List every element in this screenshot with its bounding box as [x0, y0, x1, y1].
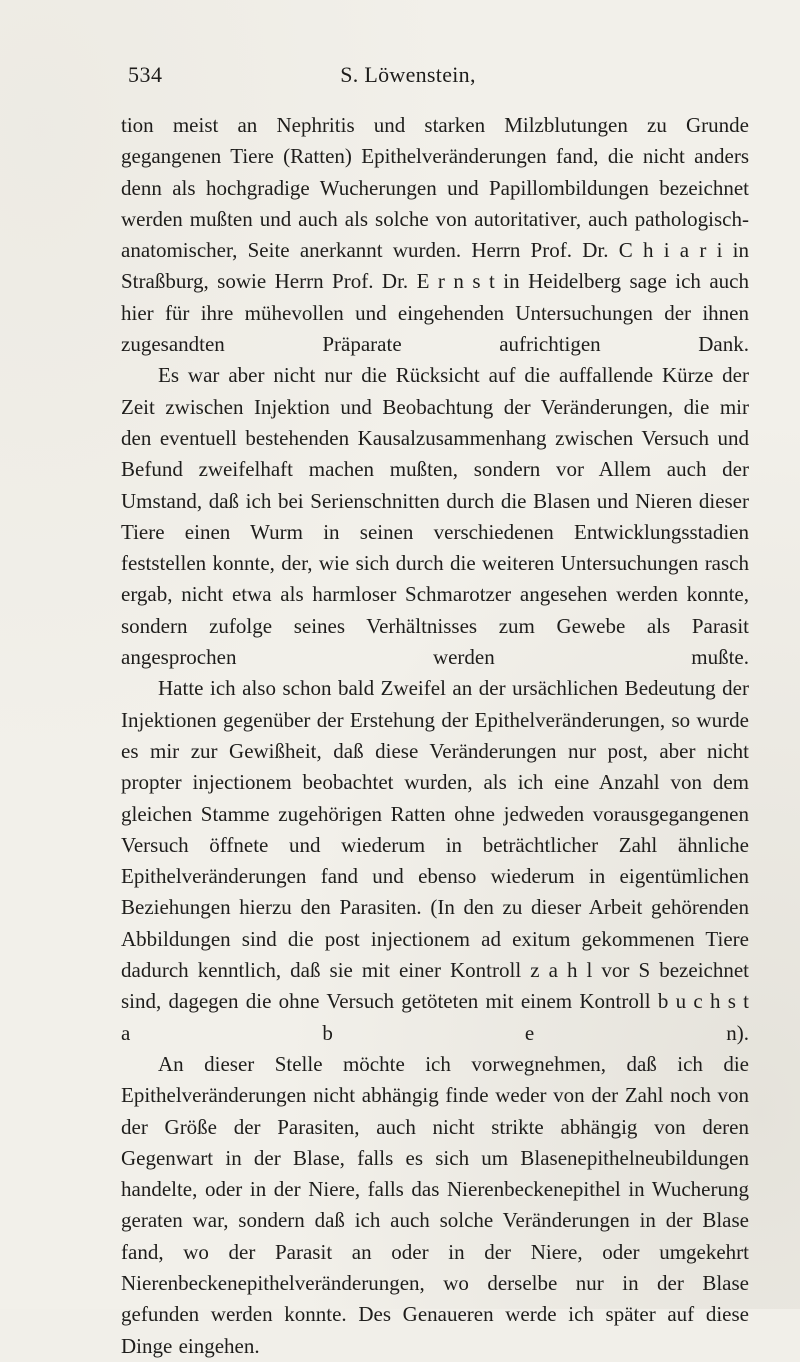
running-head: [128, 62, 688, 92]
body-text: [121, 110, 749, 1362]
page-number: 534: [128, 62, 163, 87]
paragraph-reasons: Es war aber nicht nur die Rücksicht auf die auffallende Kürze der Zeit zwischen Injektion und Beobachtung der Veränderungen, die mir den eventuell bestehenden Kausalzusammenhang zwischen Versuch und Befund zweifelhaft machen mußten, sondern vor Allem auch der Umstand, daß ich bei Serienschnitten durch die Blasen und Nieren dieser Tiere einen Wurm in seinen verschiedenen Entwicklungsstadien feststellen konnte, der, wie sich durch die weiteren Untersuchungen rasch ergab, nicht etwa als harmloser Schmarotzer angesehen werden konnte, sondern zufolge seines Verhältnisses zum Gewebe als Parasit angesprochen werden mußte.: [121, 363, 749, 670]
paragraph-control-experiment: Hatte ich also schon bald Zweifel an der ursächlichen Bedeutung der Injektionen gegenüber der Erstehung der Epithelveränderungen, so wurde es mir zur Gewißheit, daß diese Veränderungen nur post, aber nicht propter injectionem beobachtet wurden, als ich eine Anzahl von dem gleichen Stamme zugehörigen Ratten ohne jedweden vorausgegangenen Versuch öffnete und wiederum in beträchtlicher Zahl ähnliche Epithelveränderungen fand und ebenso wiederum in eigentümlichen Beziehungen hierzu den Parasiten. (In den zu dieser Arbeit gehörenden Abbildungen sind die post injectionem ad exitum gekommenen Tiere dadurch kenntlich, daß sie mit einer Kontroll z a h l vor S bezeichnet sind, dagegen die ohne Versuch getöteten mit einem Kontroll b u c h s t a b e n).: [121, 676, 749, 1045]
paragraph-continuation: tion meist an Nephritis und starken Milzblutungen zu Grunde gegangenen Tiere (Ratten) Epithelveränderungen fand, die nicht anders denn als hochgradige Wucherungen und Papillombildungen bezeichnet werden mußten und auch als solche von autoritativer, auch pathologisch-anatomischer, Seite anerkannt wurden. Herrn Prof. Dr. C h i a r i in Straßburg, sowie Herrn Prof. Dr. E r n s t in Heidelberg sage ich auch hier für ihre mühevollen und eingehenden Untersuchungen der ihnen zugesandten Präparate aufrichtigen Dank.: [121, 113, 749, 357]
running-title: S. Löwenstein,: [340, 62, 476, 87]
paragraph-observation: An dieser Stelle möchte ich vorwegnehmen, daß ich die Epithelveränderungen nicht abhängig finde weder von der Zahl noch von der Größe der Parasiten, auch nicht strikte abhängig von deren Gegenwart in der Blase, falls es sich um Blasenepithelneubildungen handelte, oder in der Niere, falls das Nierenbeckenepithel in Wucherung geraten war, sondern daß ich auch solche Veränderungen in der Blase fand, wo der Parasit an oder in der Niere, oder umgekehrt Nierenbeckenepithelveränderungen, wo derselbe nur in der Blase gefunden werden konnte. Des Genaueren werde ich später auf diese Dinge eingehen.: [121, 1051, 749, 1358]
